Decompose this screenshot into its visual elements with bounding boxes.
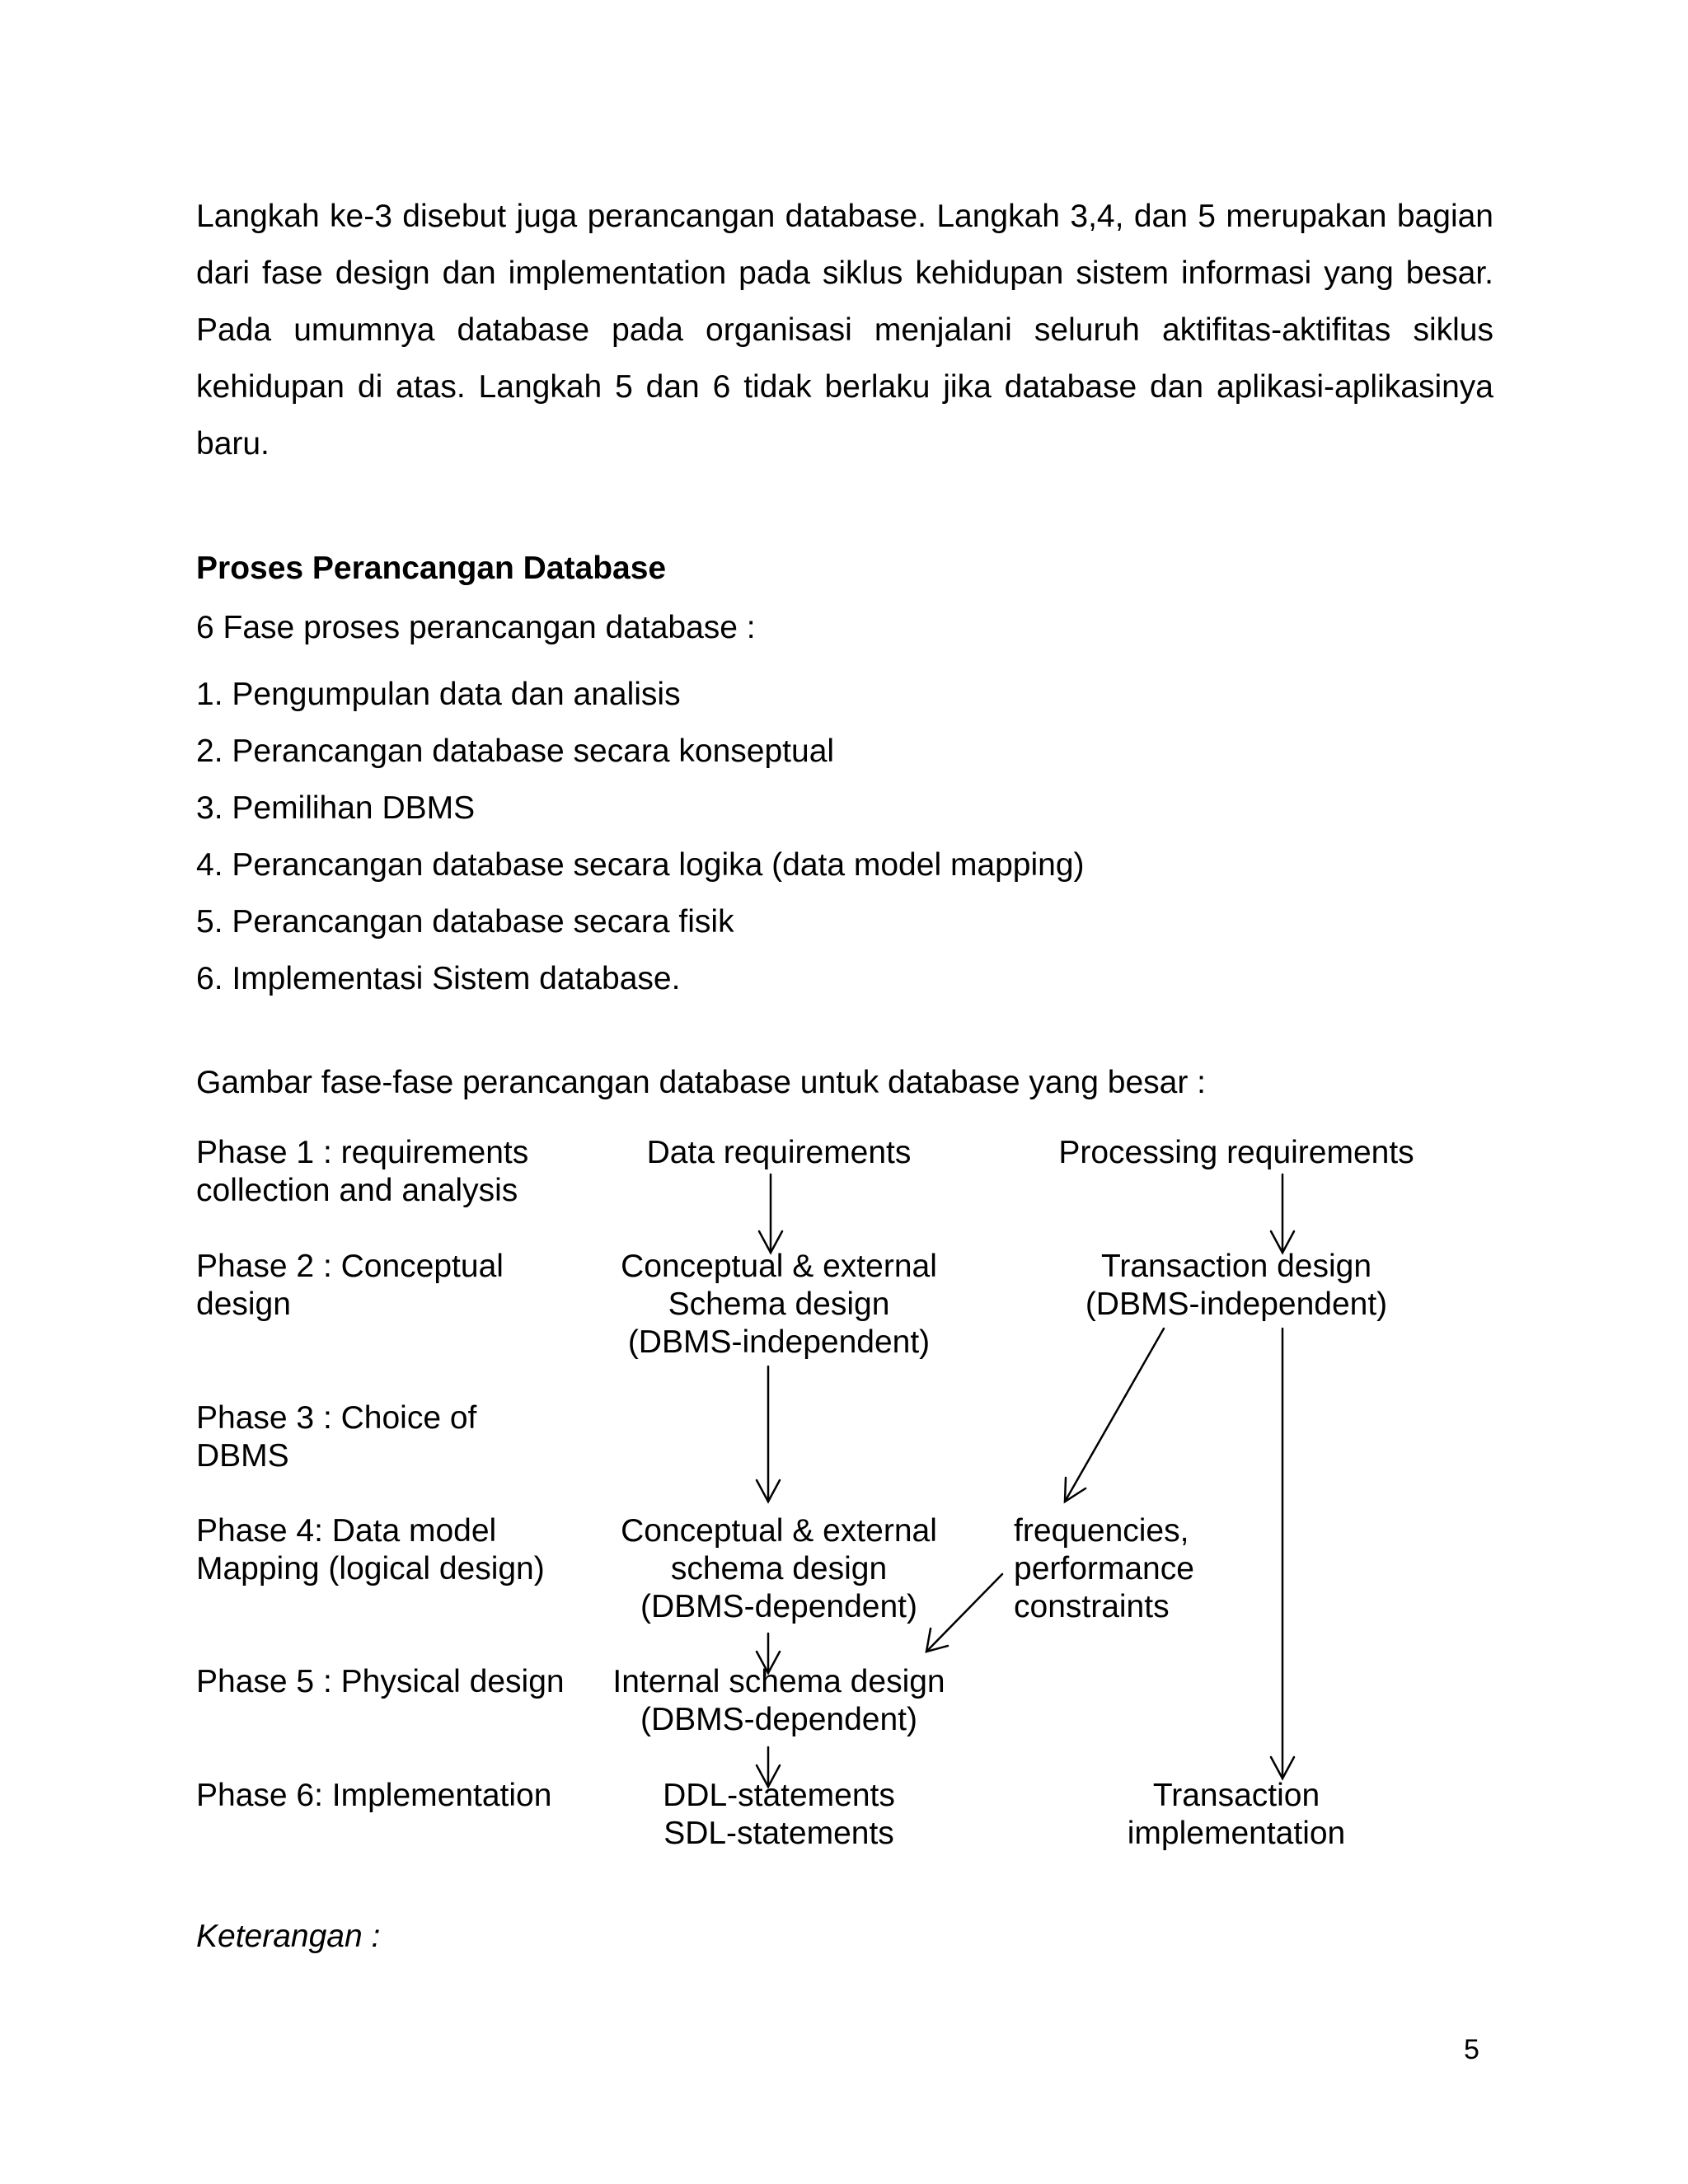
processing-requirements: Processing requirements <box>1058 1135 1414 1170</box>
performance-constraints: frequencies, performance constraints <box>1014 1513 1194 1624</box>
list-item: 2. Perancangan database secara konseptual <box>196 733 835 769</box>
phase-label: Phase 2 : Conceptual design <box>196 1249 504 1322</box>
arrow-processing-to-transaction <box>1271 1174 1294 1253</box>
phase-label: Phase 4: Data model Mapping (logical design) <box>196 1513 545 1586</box>
conceptual-schema-dependent: Conceptual & external schema design (DBMS-dependent) <box>621 1513 937 1624</box>
arrow-transaction-to-implementation <box>1271 1329 1294 1779</box>
arrow-data-req-to-conceptual <box>759 1174 782 1253</box>
page-number: 5 <box>1464 2034 1479 2065</box>
transaction-design: Transaction design (DBMS-independent) <box>1085 1249 1388 1322</box>
figure-caption: Gambar fase-fase perancangan database untuk database yang besar : <box>196 1065 1206 1100</box>
note-label: Keterangan : <box>196 1919 381 1954</box>
list-item: 6. Implementasi Sistem database. <box>196 961 681 996</box>
phase-list <box>196 666 1085 1007</box>
intro-paragraph: Langkah ke-3 disebut juga perancangan database. Langkah 3,4, dan 5 merupakan bagian dari fase design dan implementation pada siklus kehidupan sistem informasi yang besar. Pada umumnya database pada organisasi menjalani seluruh aktifitas-aktifitas siklus kehidupan di atas. Langkah 5 dan 6 tidak berlaku jika database dan aplikasi-aplikasinya baru. <box>196 199 1493 462</box>
internal-schema-design: Internal schema design (DBMS-dependent) <box>612 1664 945 1737</box>
conceptual-schema-independent: Conceptual & external Schema design (DBMS-independent) <box>621 1249 937 1360</box>
phase-label: Phase 5 : Physical design <box>196 1664 565 1699</box>
data-requirements: Data requirements <box>646 1135 912 1170</box>
phase-label: Phase 3 : Choice of DBMS <box>196 1400 477 1474</box>
arrow-transaction-to-frequencies <box>1065 1329 1164 1502</box>
arrow-conceptual-to-mapping <box>757 1366 780 1502</box>
section-heading: Proses Perancangan Database <box>196 551 667 586</box>
phase-label: Phase 1 : requirements collection and analysis <box>196 1135 529 1208</box>
list-item: 5. Perancangan database secara fisik <box>196 904 734 940</box>
list-item: 1. Pengumpulan data dan analisis <box>196 677 681 712</box>
list-item: 3. Pemilihan DBMS <box>196 790 476 826</box>
section-intro: 6 Fase proses perancangan database : <box>196 610 756 645</box>
transaction-implementation: Transaction implementation <box>1127 1778 1346 1851</box>
phase-label: Phase 6: Implementation <box>196 1778 552 1813</box>
list-item: 4. Perancangan database secara logika (data model mapping) <box>196 847 1085 883</box>
ddl-sdl-statements: DDL-statements SDL-statements <box>663 1778 895 1851</box>
